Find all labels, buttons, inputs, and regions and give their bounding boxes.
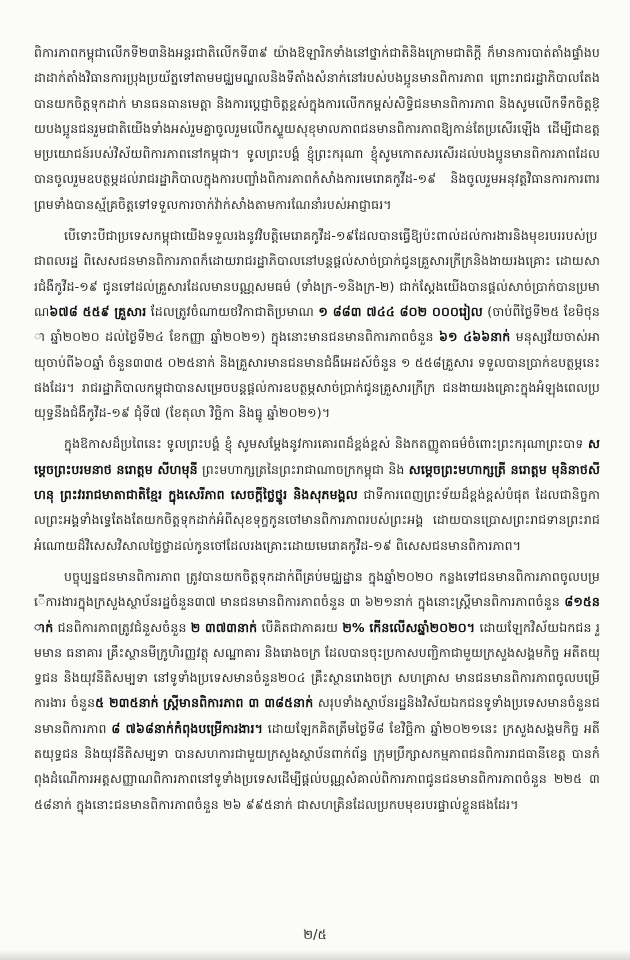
paragraph-1 <box>34 40 600 217</box>
text-segment: ពិការភាពកម្ពុជាលើកទី២៣និងអន្តរជាតិលើកទី៣៩ យ៉ាងឱឡារិកទាំងនៅថ្នាក់ជាតិនិងក្រោមជាតិក្ដី ក៏មានការបាត់តាំងផ្ទាំងបដាដាក់តាំងវិធានការប្រុងប្រយ័ត្នទៅតាមមជ្ឈមណ្ឌលនិងទីតាំងសំនាក់នៅរបស់បងប្អូនមានពិការភាព ព្រោះរាជរដ្ឋាភិបាលតែងបានយកចិត្តទុកដាក់ មានធនធានមេត្តា និងការប្ដេជ្ញាចិត្តខ្ពស់ក្នុងការលើកកម្ពស់សិទ្ធិជនមានពិការភាព និងសូមលើកទឹកចិត្តឱ្យបងប្អូនជនរួមជាតិយើងទាំងអស់រួមគ្នាចូលរួមលើកស្ទួយសុខុមាលភាពជនមានពិការភាពឱ្យកាន់តែប្រសើរឡើង ដើម្បីជាឧត្តមប្រយោជន៍របស់វិស័យពិការភាពនៅកម្ពុជា។ ទូលព្រះបង្គំ ខ្ញុំព្រះករុណា ខ្ញុំសូមកោតសរសើរដល់បងប្អូនមានពិការភាពដែលបានចូលរួមឧបត្ថម្ភដល់រាជរដ្ឋាភិបាលក្នុងការបញ្ចាំងពិការភាពកំសាំងការមេរោគកូវីដ-១៩ និងចូលរួមអនុវត្តវិធានការការពារ ព្រមទាំងបានស្ម័គ្រចិត្តទៅទទួលការចាក់វ៉ាក់សាំងតាមការណែនាំរបស់អាជ្ញាធរ។ <box>34 45 600 212</box>
text-segment: ជនពិការភាពត្រូវជំនួសចំនួន <box>53 619 191 635</box>
paragraph-2 <box>34 223 600 425</box>
text-segment: បច្ចុប្បន្នជនមានពិការភាព ត្រូវបានយកចិត្តទុកដាក់ពីគ្រប់មជ្ឈដ្ឋាន ក្នុងឆ្នាំ២០២០ កន្លងទៅជនមានពិការភាពចូលបម្រើការងារក្នុងក្រសួងស្ថាប័នរដ្ឋចំនួន៣៧ មានជនមានពិការភាពចំនួន <box>34 568 600 610</box>
text-segment: ដោយឡែកវិស័យឯកជន រួមមាន ធនាគារ គ្រឹះស្ថានមីក្រូហិរញ្ញវត្ថុ សណ្ឋាគារ និងរោងចក្រ ដែលបានចុះប្រកាសបញ្ជិកាជាមួយក្រសួងសង្គមកិច្ច អតីតយុទ្ធជន និងយុវនីតិសម្បទា នៅទូទាំងប្រទេសមានចំនួន២០៤ គ្រឹះស្ថានរោងចក្រ សហគ្រាស មានជនមានពិការភាពចូលបម្រើការងារ ចំនួន <box>34 619 600 711</box>
bold-text-segment: ៥ ២៣៥នាក់ <box>95 695 159 711</box>
bold-text-segment: ស្ត្រីមានពិការភាព ៣ ៣៨៥នាក់ <box>163 695 314 711</box>
text-segment: មនុស្សវ័យចាស់អាយុចាប់ពី៦០ឆ្នាំ ចំនួន៣៣៥ ០២៥នាក់ និងគ្រួសារមានជនមានជំងឺអេដស៍ចំនួន ១ ៥៥៨គ្រួសារ ទទួលបានប្រាក់ឧបត្ថម្ភនេះផងដែរ។ រាជរដ្ឋាភិបាលកម្ពុជាបានសម្រេចបន្តផ្ដល់ការឧបត្ថម្ភសាច់ប្រាក់ជូនគ្រួសារក្រីក្រ ជនងាយរងគ្រោះក្នុងអំឡុងពេលប្រយុទ្ធនឹងជំងឺកូវីដ-១៩ ជុំទី៧ (ខែតុលា វិច្ឆិកា និងធ្នូ ឆ្នាំ២០២១)។ <box>34 329 601 421</box>
text-segment: (ចាប់ពីថ្ងៃទី២៥ ខែមិថុនា ឆ្នាំ២០២០ ដល់ថ្ងៃទី២៤ ខែកញ្ញា ឆ្នាំ២០២១) ក្នុងនោះមានជនមានពិការភាពចំនួន <box>34 303 600 345</box>
bold-text-segment: ៦៧៨ ៥៥៩ គ្រួសារ <box>49 303 147 319</box>
bold-text-segment: ២% កើនលើសឆ្នាំ២០២០។ <box>342 619 476 635</box>
text-segment: ព្រះមហាក្សត្រនៃព្រះរាជាណាចក្រកម្ពុជា និង <box>197 461 409 477</box>
page-number: ២/៥ <box>303 928 327 943</box>
text-segment: ដោយឡែកគិតត្រឹមថ្ងៃទី៨ ខែវិច្ឆិកា ឆ្នាំ២០២១នេះ ក្រសួងសង្គមកិច្ច អតីតយុទ្ធជន និងយុវនីតិសម្បទា បានសហការជាមួយក្រសួងស្ថាប័នពាក់ព័ន្ធ ក្រុមប្រឹក្សាសកម្មភាពជនពិការរាជធានីខេត្ត បានកំពុងដំណើការអត្តសញ្ញាណពិការភាពនៅទូទាំងប្រទេសដើម្បីផ្ដល់បណ្ណសំគាល់ពិការភាពជូនជនមានពិការភាពចំនួន ២២៥ ៣៥៨នាក់ ក្នុងនោះជនមានពិការភាពចំនួន ២៦ ៩៩៥នាក់ ជាសហគ្រិនដែលប្រកបមុខរបរផ្ទាល់ខ្លួនផងដែរ។ <box>34 720 600 812</box>
text-segment: ក្នុងឱកាសដ៏ប្រពៃនេះ ទូលព្រះបង្គំ ខ្ញុំ សូមសម្ដែងនូវការគោរពដ៏ខ្ពង់ខ្ពស់ និងកតញ្ញូតាធម៌ចំពោះព្រះករុណាព្រះបាទ <box>64 436 588 452</box>
bold-text-segment: ៦១ ៤៦៦នាក់ <box>438 329 511 345</box>
bold-text-segment: ១ ៨៨៣ ៧៤៤ ៨០២ ០០០រៀល <box>318 303 483 319</box>
text-segment: សរុបទាំងស្ថាប័នរដ្ឋនិងវិស័យឯកជនទូទាំងប្រទេសមានចំនួនជនមានពិការភាព <box>34 695 600 736</box>
page-bottom-edge <box>0 950 630 960</box>
bold-text-segment: ៨ ៧៦៨នាក់កំពុងបម្រើការងារ។ <box>111 720 263 736</box>
bold-text-segment: សម្ដេចព្រះមហាក្សត្រី នរោត្ដម មុនិនាថសីហនុ ព្រះវររាជមាតាជាតិខ្មែរ ក្នុងសេរីភាព សេចក្ដីថ្លៃថ្នូរ និងសុភមង្គល <box>34 461 600 503</box>
text-segment: បើគិតជាភាគរយ <box>257 619 343 635</box>
body-text <box>34 40 600 823</box>
bold-text-segment: ២ ៣៧៣នាក់ <box>190 619 258 635</box>
text-segment: ក្នុងនោះស្ត្រីមានពិការភាពចំនួន <box>413 594 565 610</box>
text-segment: ដែលត្រូវចំណាយថវិកាជាតិប្រមាណ <box>146 303 319 319</box>
text-segment: បើទោះបីជាប្រទេសកម្ពុជាយើងទទួលរងនូវវិបត្តិមេរោគកូវីដ-១៩ដែលបានធ្វើឱ្យប៉ះពាល់ដល់ការងារនិងមុខរបររបស់ប្រជាពលរដ្ឋ ពិសេសជនមានពិការភាពក៏ដោយរាជរដ្ឋាភិបាលនៅបន្តផ្ដល់សាច់ប្រាក់ជូនគ្រួសារក្រីក្រនិងងាយរងគ្រោះ ដោយសារជំងឺកូវីដ-១៩ ជូនទៅដល់គ្រួសារដែលមានបណ្ណសមធម៌ (ទាំងក្រ-១និងក្រ-២) ជាក់ស្ដែងយើងបានផ្ដល់សាច់ប្រាក់បានប្រមាណ <box>34 228 600 319</box>
bold-text-segment: ៨១៥នាក់ <box>34 594 601 635</box>
bold-text-segment: សម្ដេចព្រះបរមនាថ នរោត្ដម សីហមុនី <box>34 436 600 477</box>
text-segment: ជាទីការពេញព្រះទ័យដ៏ខ្ពង់ខ្ពស់បំផុត ដែលជានិច្ចកាលព្រះអង្គទាំងទ្វេតែងតែយកចិត្តទុកដាក់អំពីសុខទុក្ខកូនចៅមានពិការភាពរបស់ព្រះអង្គ ដោយបានប្រោសព្រះរាជទានព្រះរាជអំណោយដ៏វិសេសវិសាលថ្លៃថ្លាដល់កូនចៅដែលរងគ្រោះដោយមេរោគកូវីដ-១៩ ពិសេសជនមានពិការភាព។ <box>34 487 600 553</box>
paragraph-4 <box>34 564 600 817</box>
text-segment: ៣ ៦២១នាក់ <box>349 594 414 610</box>
paragraph-3 <box>34 431 600 557</box>
